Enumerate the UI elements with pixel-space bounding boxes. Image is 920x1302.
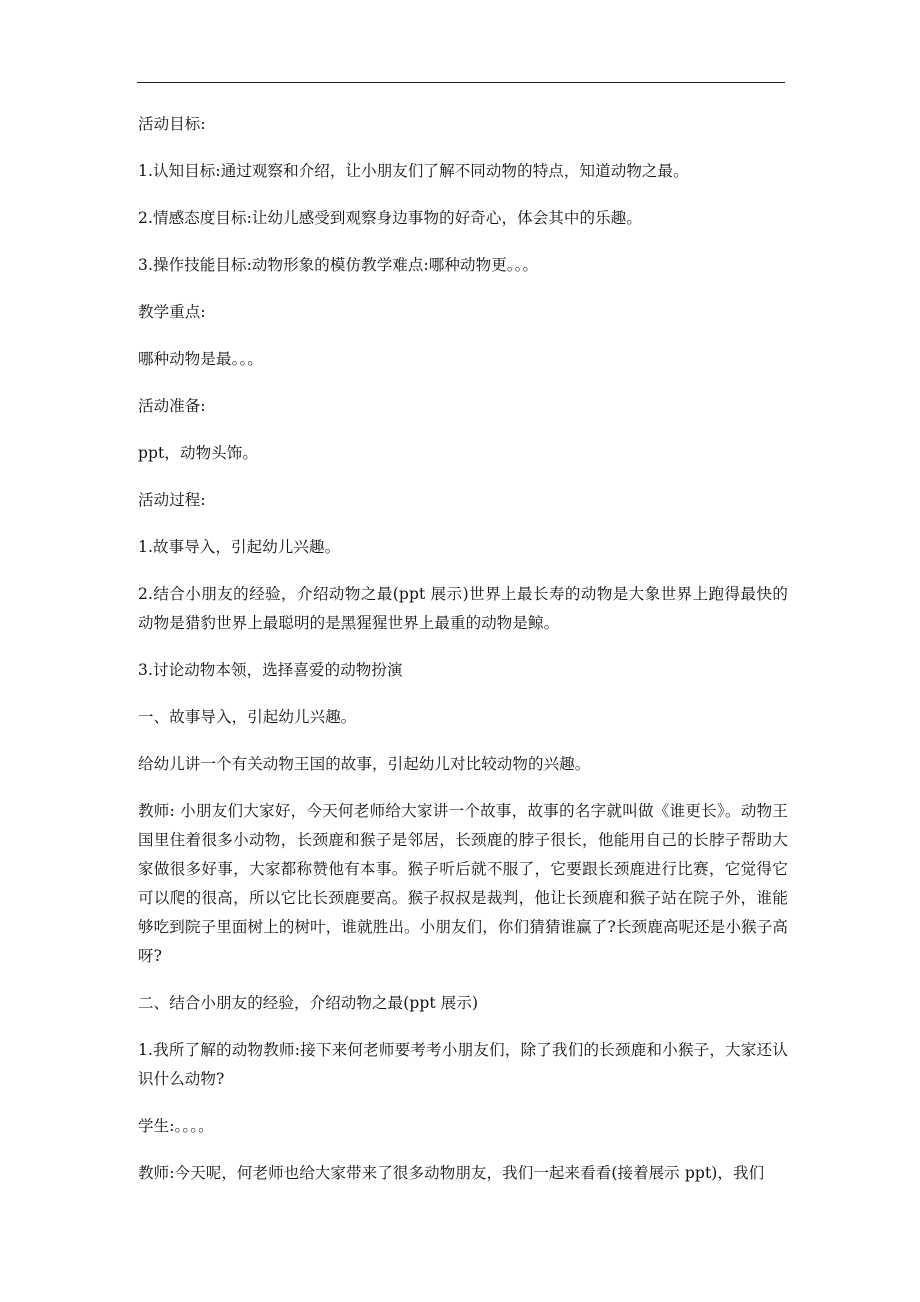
section-1-heading: 一、故事导入，引起幼儿兴趣。: [138, 708, 357, 726]
process-step-1: 1.故事导入，引起幼儿兴趣。: [138, 538, 341, 556]
teacher-continuation: 教师:今天呢，何老师也给大家带来了很多动物朋友，我们一起来看看(接着展示 ppt)，我们: [138, 1164, 765, 1182]
process-step-2: 2.结合小朋友的经验，介绍动物之最(ppt 展示)世界上最长寿的动物是大象世界上跑得最快的动物是猎豹世界上最聪明的是黑猩猩世界上最重的动物是鲸。: [138, 585, 788, 632]
process-step-3: 3.讨论动物本领，选择喜爱的动物扮演: [138, 661, 403, 679]
goal-cognitive: 1.认知目标:通过观察和介绍，让小朋友们了解不同动物的特点，知道动物之最。: [138, 162, 689, 180]
section-1-intro: 给幼儿讲一个有关动物王国的故事，引起幼儿对比较动物的兴趣。: [138, 755, 591, 773]
document-body: [138, 110, 788, 1206]
section-2-heading: 二、结合小朋友的经验，介绍动物之最(ppt 展示): [138, 994, 479, 1012]
teacher-story: 教师: 小朋友们大家好，今天何老师给大家讲一个故事，故事的名字就叫做《谁更长》。动物王国里住着很多小动物，长颈鹿和猴子是邻居，长颈鹿的脖子很长，他能用自己的长脖子帮助大家做很多好事，大家都称赞他有本事。猴子听后就不服了，它要跟长颈鹿进行比赛，它觉得它可以爬的很高，所以它比长颈鹿要高。猴子叔叔是裁判，他让长颈鹿和猴子站在院子外，谁能够吃到院子里面树上的树叶，谁就胜出。小朋友们，你们猜猜谁赢了?长颈鹿高呢还是小猴子高呀?: [138, 802, 788, 965]
goal-emotional: 2.情感态度目标:让幼儿感受到观察身边事物的好奇心，体会其中的乐趣。: [138, 209, 642, 227]
header-rule: [137, 82, 785, 83]
teaching-focus-text: 哪种动物是最。。。: [138, 350, 263, 368]
heading-activity-goals: 活动目标:: [138, 115, 206, 133]
preparation-text: ppt，动物头饰。: [138, 444, 258, 462]
section-2-item-1: 1.我所了解的动物教师:接下来何老师要考考小朋友们，除了我们的长颈鹿和小猴子，大家还认识什么动物?: [138, 1041, 788, 1088]
student-response: 学生:。。。。: [138, 1117, 214, 1135]
goal-skill: 3.操作技能目标:动物形象的模仿教学难点:哪种动物更。。。: [138, 256, 539, 274]
heading-process: 活动过程:: [138, 491, 206, 509]
heading-preparation: 活动准备:: [138, 397, 206, 415]
heading-teaching-focus: 教学重点:: [138, 303, 206, 321]
